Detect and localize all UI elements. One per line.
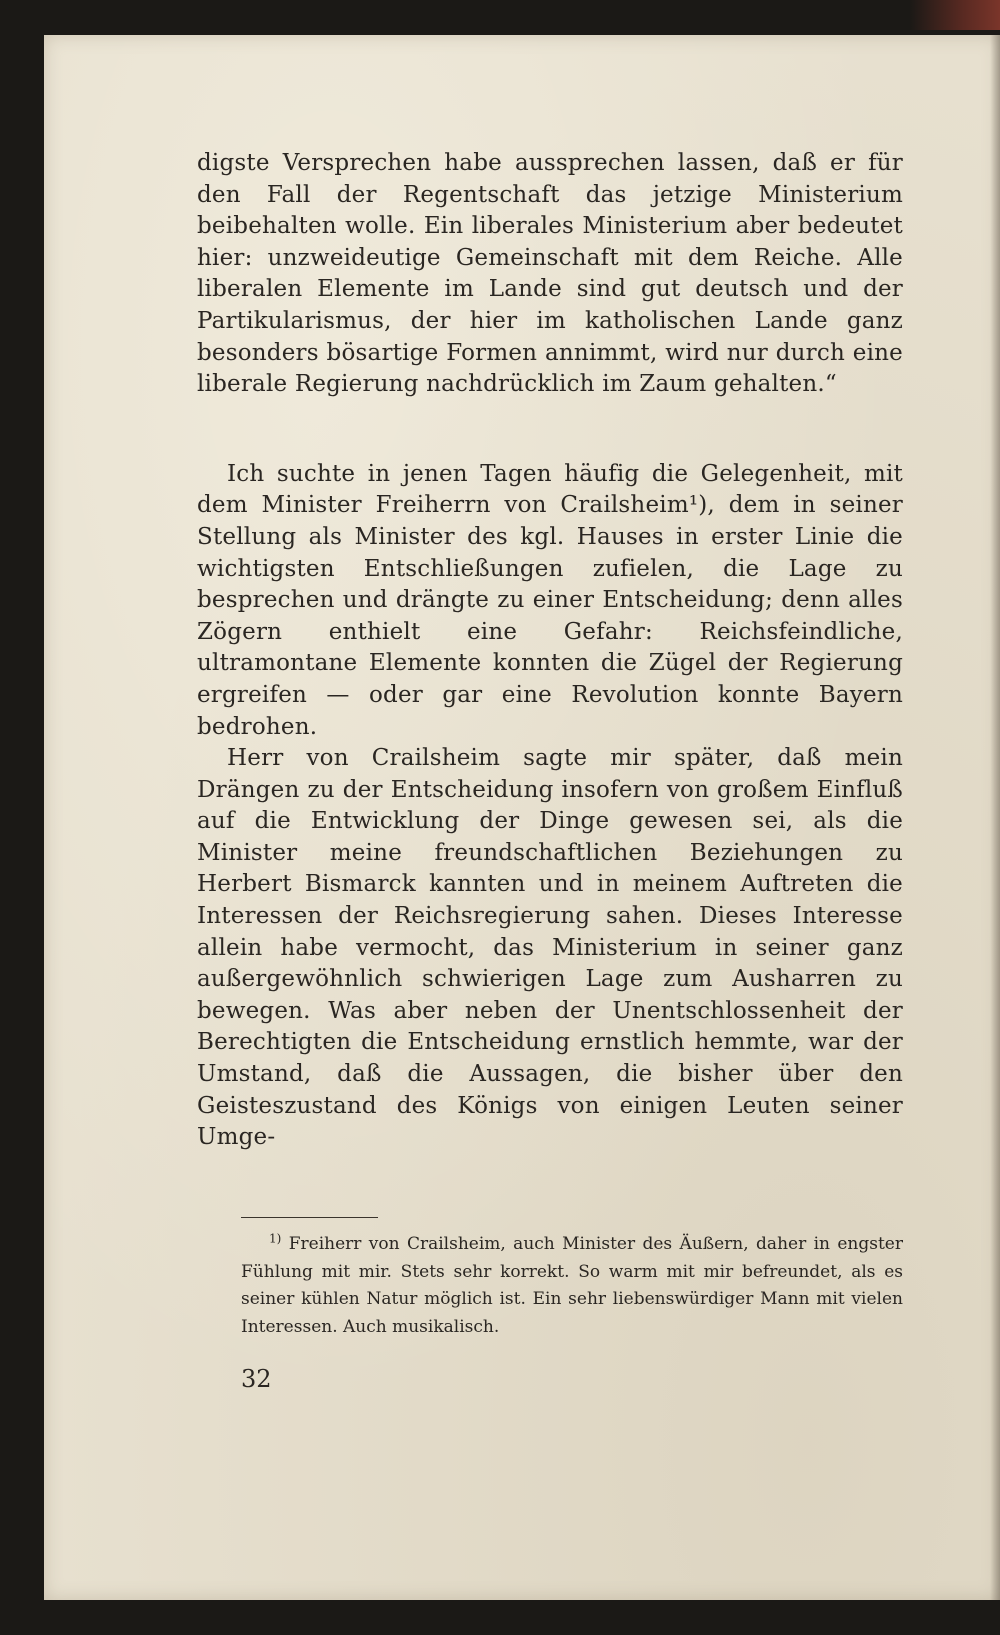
paragraph: Ich suchte in jenen Tagen häufig die Gelegenheit, mit dem Minister Freiherrn von Crailsheim¹), dem in seiner Stellung als Minister des kgl. Hauses in erster Linie die wichtigsten Entschließungen zufielen, die Lage zu besprechen und drängte zu einer Entscheidung; denn alles Zögern enthielt eine Gefahr: Reichsfeindliche, ultramontane Elemente konnten die Zügel der Regierung ergreifen — oder gar eine Revolution konnte Bayern bedrohen. (197, 460, 903, 740)
footnote-rule (241, 1217, 378, 1218)
page-number: 32 (241, 1365, 272, 1393)
paragraph: Herr von Crailsheim sagte mir später, daß mein Drängen zu der Entscheidung insofern von großem Einfluß auf die Entwicklung der Dinge gewesen sei, als die Minister meine freundschaftlichen Beziehungen zu Herbert Bismarck kannten und in meinem Auftreten die Interessen der Reichsregierung sahen. Dieses Interesse allein habe vermocht, das Ministerium in seiner ganz außergewöhnlich schwierigen Lage zum Ausharren zu bewegen. Was aber neben der Unentschlossenheit der Berechtigten die Entscheidung ernstlich hemmte, war der Umstand, daß die Aussagen, die bisher über den Geisteszustand des Königs von einigen Leuten seiner Umge- (197, 745, 903, 1151)
page-gutter-shadow (990, 35, 1000, 1600)
body-text (197, 148, 903, 1154)
book-edge (910, 0, 1000, 30)
footnote-marker: 1) (269, 1231, 282, 1246)
paragraph-continuation: digste Versprechen habe aussprechen lassen, daß er für den Fall der Regentschaft das jetzige Ministerium beibehalten wolle. Ein liberales Ministerium aber bedeutet hier: unzweideutige Gemeinschaft mit dem Reiche. Alle liberalen Elemente im Lande sind gut deutsch und der Partikularismus, der hier im katholischen Lande ganz besonders bösartige Formen annimmt, wird nur durch eine liberale Regierung nachdrücklich im Zaum gehalten.“ (197, 150, 903, 398)
footnote (241, 1231, 903, 1341)
paragraph-gap (197, 401, 903, 459)
footnote-text: Freiherr von Crailsheim, auch Minister des Äußern, daher in engster Fühlung mit mir. Stets sehr korrekt. So warm mit mir befreundet, als es seiner kühlen Natur möglich ist. Ein sehr liebenswürdiger Mann mit vielen Interessen. Auch musikalisch. (241, 1234, 903, 1337)
